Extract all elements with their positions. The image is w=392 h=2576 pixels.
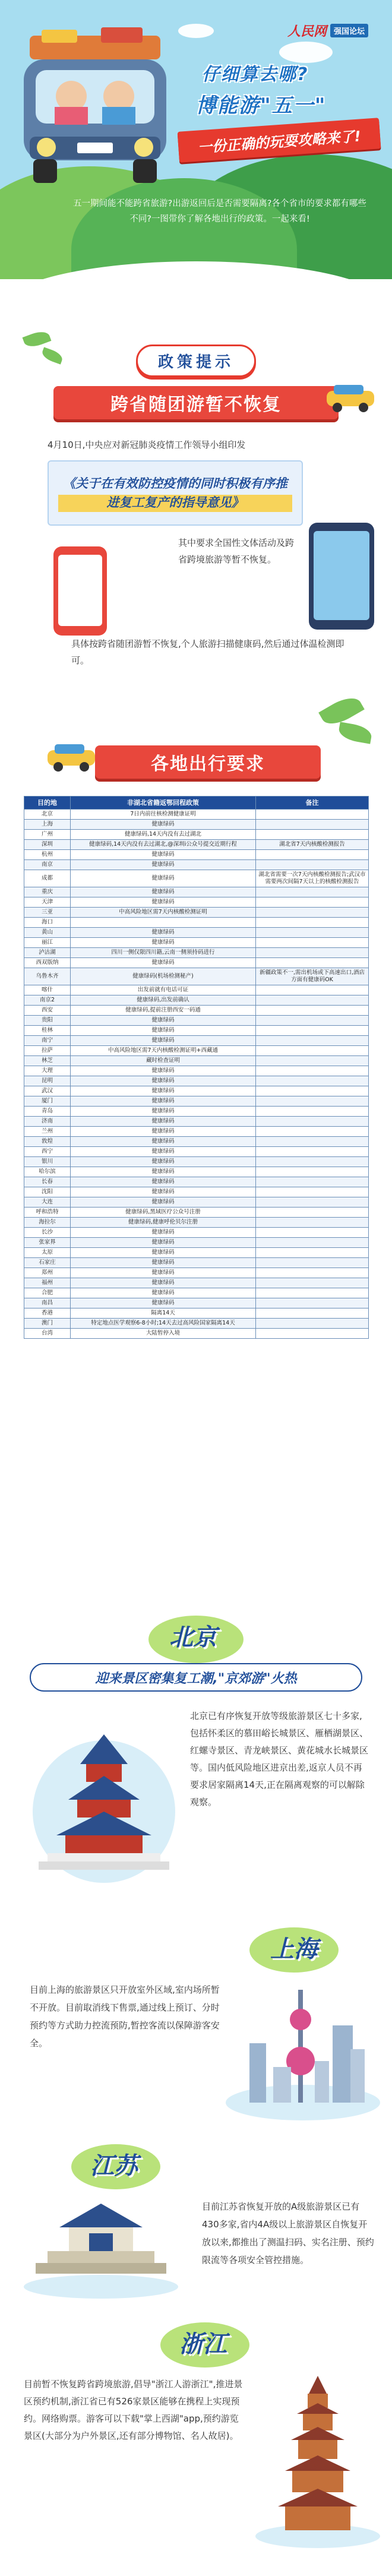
table-cell [256, 1298, 369, 1308]
table-row [24, 1056, 369, 1066]
table-cell: 健康绿码,提前注册西安一码通 [71, 1006, 256, 1016]
table-cell: 北京 [24, 810, 71, 820]
table-cell: 健康绿码 [71, 1258, 256, 1268]
table-cell [256, 1288, 369, 1298]
table-cell: 健康绿码 [71, 1147, 256, 1157]
table-row [24, 1238, 369, 1248]
table-row [24, 897, 369, 908]
table-cell [256, 1006, 369, 1016]
table-cell [256, 820, 369, 830]
table-cell [256, 1319, 369, 1329]
table-cell: 南京 [24, 860, 71, 870]
table-row [24, 1248, 369, 1258]
table-cell [256, 830, 369, 840]
policy-doc-title: 《关于在有效防控疫情的同时积极有序推进复工复产的指导意见》 [58, 474, 292, 512]
logo-tag: 强国论坛 [330, 24, 368, 37]
zhejiang-text: 目前暂不恢复跨省跨境旅游,倡导"浙江人游浙江",推进景区预约机制,浙江省已有526家景区能够在携程上实现预约。网络购票。游客可以下载"掌上西湖"app,预约游览景区(大部分为户外景区,还有部分博物馆、名人故居)。 [24, 2379, 243, 2441]
travel-car-illustration [12, 24, 178, 202]
table-cell: 南昌 [24, 1298, 71, 1308]
zhejiang-label: 浙江 [179, 2330, 227, 2358]
table-header-row [24, 796, 369, 810]
table-cell: 喀什 [24, 985, 71, 995]
table-cell [256, 928, 369, 938]
table-row [24, 1096, 369, 1107]
table-cell: 泸沽湖 [24, 948, 71, 958]
table-cell [256, 918, 369, 928]
table-row [24, 918, 369, 928]
table-cell: 7日内前往核检测健康证明 [71, 810, 256, 820]
table-cell [256, 1117, 369, 1127]
travel-requirements-table [24, 796, 368, 1339]
table-cell: 健康绿码 [71, 928, 256, 938]
policy-doc-note: 其中要求全国性文体活动及跨省跨境旅游等暂不恢复。 [178, 538, 295, 565]
table-cell: 银川 [24, 1157, 71, 1167]
table-cell: 健康绿码 [71, 1096, 256, 1107]
table-cell: 健康绿码 [71, 1076, 256, 1086]
table-row [24, 810, 369, 820]
table-row [24, 1208, 369, 1218]
table-cell [256, 1167, 369, 1177]
shanghai-label: 上海 [270, 1935, 318, 1963]
table-cell: 隔离14天 [71, 1308, 256, 1319]
table-cell [256, 850, 369, 860]
table-row [24, 1006, 369, 1016]
leifeng-pagoda-illustration [255, 2370, 380, 2548]
table-row [24, 1197, 369, 1208]
logo-text: 人民网 [287, 24, 327, 39]
policy-badge [119, 344, 273, 377]
table-cell [256, 1076, 369, 1086]
hero-ribbon: 一份正确的玩耍攻略来了! [178, 118, 381, 163]
table-cell: 南宁 [24, 1036, 71, 1046]
table-row [24, 995, 369, 1006]
table-cell: 台湾 [24, 1329, 71, 1339]
table-cell [256, 1066, 369, 1076]
table-cell: 张家界 [24, 1238, 71, 1248]
table-row [24, 860, 369, 870]
policy-banner: 跨省随团游暂不恢复 [53, 386, 339, 419]
table-row [24, 1016, 369, 1026]
table-cell: 杭州 [24, 850, 71, 860]
table-cell: 健康绿码 [71, 1278, 256, 1288]
table-row [24, 1147, 369, 1157]
table-row [24, 1137, 369, 1147]
table-cell [256, 1086, 369, 1096]
table-cell [256, 1056, 369, 1066]
table-cell [256, 1329, 369, 1339]
table-cell: 西安 [24, 1006, 71, 1016]
table-cell: 四川一侧仅限四川籍,云南一侧须持码进行 [71, 948, 256, 958]
table-cell: 健康绿码 [71, 850, 256, 860]
jiangsu-building-illustration [24, 2192, 178, 2299]
table-cell [256, 1228, 369, 1238]
table-row [24, 1308, 369, 1319]
hero-title-line2: 博能游"五一" [196, 94, 327, 118]
table-row [24, 820, 369, 830]
table-cell: 武汉 [24, 1086, 71, 1096]
policy-badge-text: 政策提示 [136, 344, 256, 377]
table-row [24, 1076, 369, 1086]
table-cell [256, 1308, 369, 1319]
table-cell: 大陆暂停入境 [71, 1329, 256, 1339]
table-cell: 健康绿码 [71, 1086, 256, 1096]
table-row [24, 938, 369, 948]
table-row [24, 850, 369, 860]
table-cell: 昆明 [24, 1076, 71, 1086]
table-cell: 健康绿码,健康呼伦贝尔注册 [71, 1218, 256, 1228]
table-row [24, 908, 369, 918]
table-row [24, 1187, 369, 1197]
table-cell: 济南 [24, 1117, 71, 1127]
table-cell: 健康绿码 [71, 1016, 256, 1026]
jiangsu-label: 江苏 [90, 2152, 138, 2180]
table-row [24, 840, 369, 850]
phone-illustration [53, 546, 107, 636]
table-body [24, 810, 369, 1339]
phone-illustration [309, 523, 374, 630]
table-row [24, 1107, 369, 1117]
table-cell: 石家庄 [24, 1258, 71, 1268]
table-cell: 健康绿码 [71, 1248, 256, 1258]
table-cell: 上海 [24, 820, 71, 830]
table-cell [256, 995, 369, 1006]
table-row [24, 1278, 369, 1288]
table-header-cell: 备注 [256, 796, 369, 810]
table-row [24, 1167, 369, 1177]
table-cell [256, 1036, 369, 1046]
table-cell: 健康绿码 [71, 938, 256, 948]
table-cell: 黄山 [24, 928, 71, 938]
phone-screen [58, 555, 102, 626]
temple-of-heaven-illustration [30, 1711, 178, 1889]
table-cell: 健康绿码 [71, 820, 256, 830]
table-cell: 健康绿码 [71, 887, 256, 897]
requirements-banner: 各地出行要求 [95, 745, 321, 779]
table-cell [256, 1187, 369, 1197]
table-cell: 广州 [24, 830, 71, 840]
table-cell: 健康绿码 [71, 860, 256, 870]
table-cell: 乌鲁木齐 [24, 968, 71, 985]
table-cell: 藏时检查证明 [71, 1056, 256, 1066]
table-row [24, 968, 369, 985]
leaf-decoration [23, 328, 52, 350]
shanghai-skyline-illustration [226, 1972, 380, 2120]
table-cell: 福州 [24, 1278, 71, 1288]
table-cell: 海拉尔 [24, 1218, 71, 1228]
table-cell: 长春 [24, 1177, 71, 1187]
table-cell [256, 1208, 369, 1218]
table-cell: 健康绿码 [71, 1127, 256, 1137]
table-row [24, 1066, 369, 1076]
table-cell: 健康绿码 [71, 1268, 256, 1278]
table-cell: 长沙 [24, 1228, 71, 1238]
table-row [24, 830, 369, 840]
table-cell: 健康绿码,出发前确认 [71, 995, 256, 1006]
hero-section [0, 0, 392, 279]
table-cell [256, 1238, 369, 1248]
table-cell: 郑州 [24, 1268, 71, 1278]
table-cell: 厦门 [24, 1096, 71, 1107]
table-cell [256, 1096, 369, 1107]
table-cell: 中高风险地区需7天内核酸检测证明 [71, 908, 256, 918]
table-cell: 拉萨 [24, 1046, 71, 1056]
table-cell: 出发前就有电话可证 [71, 985, 256, 995]
table-cell [256, 1137, 369, 1147]
table-cell: 西双版纳 [24, 958, 71, 968]
table-cell: 澳门 [24, 1319, 71, 1329]
jiangsu-text: 目前江苏省恢复开放的A级旅游景区已有430多家,省内4A级以上旅游景区自恢复开放以来,都推出了测温扫码、实名注册、预约限流等各项安全管控措施。 [202, 2201, 374, 2265]
table-cell [256, 1177, 369, 1187]
table-cell: 林芝 [24, 1056, 71, 1066]
table-row [24, 1228, 369, 1238]
table-cell: 青岛 [24, 1107, 71, 1117]
table-cell [256, 1107, 369, 1117]
table-cell: 重庆 [24, 887, 71, 897]
table-row [24, 1298, 369, 1308]
table-row [24, 1268, 369, 1278]
table-cell: 健康绿码,14天内没有去过湖北,@深圳i公众号提交近期行程 [71, 840, 256, 850]
table-cell [256, 860, 369, 870]
table-cell: 海口 [24, 918, 71, 928]
table-cell [256, 1147, 369, 1157]
table-row [24, 887, 369, 897]
table-cell [256, 1046, 369, 1056]
table-row [24, 958, 369, 968]
table-row [24, 1288, 369, 1298]
table-cell: 大理 [24, 1066, 71, 1076]
table-row [24, 985, 369, 995]
table-row [24, 1177, 369, 1187]
table-cell: 健康绿码 [71, 870, 256, 887]
table-cell: 南京2 [24, 995, 71, 1006]
table-row [24, 1117, 369, 1127]
table-row [24, 870, 369, 887]
table-cell: 健康绿码 [71, 1228, 256, 1238]
table-row [24, 1258, 369, 1268]
table-row [24, 1127, 369, 1137]
table-cell: 健康绿码(机场检测秘产) [71, 968, 256, 985]
table-cell [256, 948, 369, 958]
table-cell: 新疆政策不一,需出机场或下高速出口,酒店方面有健康码OK [256, 968, 369, 985]
table-cell: 深圳 [24, 840, 71, 850]
table-cell: 湖北省需要一次7天内核酸检测报告;武汉市需要两次间隔7天以上的核酸检测报告 [256, 870, 369, 887]
table-cell: 成都 [24, 870, 71, 887]
table-cell [256, 908, 369, 918]
table-cell [256, 1218, 369, 1228]
policy-tips: 具体按跨省随团游暂不恢复,个人旅游扫描健康码,然后通过体温检测即可。 [71, 639, 344, 666]
table-cell [71, 918, 256, 928]
table-cell [256, 1197, 369, 1208]
beijing-label: 北京 [169, 1623, 217, 1651]
table-cell: 西宁 [24, 1147, 71, 1157]
table-cell: 健康绿码 [71, 1026, 256, 1036]
table-cell: 健康绿码 [71, 897, 256, 908]
table-cell: 健康绿码 [71, 1177, 256, 1187]
table-cell [256, 897, 369, 908]
table-row [24, 1157, 369, 1167]
cloud-shape [178, 24, 214, 38]
table-cell: 桂林 [24, 1026, 71, 1036]
mini-car-icon [42, 739, 101, 775]
table-cell: 湖北省7天内核酸检测报告 [256, 840, 369, 850]
policy-date-line: 4月10日,中央应对新冠肺炎疫情工作领导小组印发 [48, 440, 246, 450]
table-cell: 健康绿码 [71, 958, 256, 968]
hero-intro: 五一期间能不能跨省旅游?出游返回后是否需要隔离?各个省市的要求都有哪些不同?一图带你了解各地出行的政策。一起来看! [73, 199, 366, 224]
table-cell: 三亚 [24, 908, 71, 918]
table-cell: 健康绿码 [71, 1167, 256, 1177]
table-cell: 健康绿码 [71, 1107, 256, 1117]
table-header-cell: 非湖北省籍返鄂回程政策 [71, 796, 256, 810]
table-cell: 呼和浩特 [24, 1208, 71, 1218]
table-header-cell: 目的地 [24, 796, 71, 810]
table-cell [256, 1278, 369, 1288]
table-cell: 香港 [24, 1308, 71, 1319]
table-cell [256, 958, 369, 968]
table-row [24, 1046, 369, 1056]
beijing-text: 北京已有序恢复开放等级旅游景区七十多家,包括怀柔区的慕田峪长城景区、雁栖湖景区、红螺寺景区、青龙峡景区、黄花城水长城景区等。国内低风险地区进京出差,返京人员不再要求居家隔离14天,正在隔离观察的可以解除观察。 [190, 1711, 369, 1807]
table-cell: 健康绿码 [71, 1157, 256, 1167]
hero-title-line1: 仔细算去哪? [202, 64, 309, 85]
table-row [24, 928, 369, 938]
table-cell: 兰州 [24, 1127, 71, 1137]
mini-car-icon [321, 380, 380, 416]
table-row [24, 1036, 369, 1046]
table-cell [256, 1258, 369, 1268]
table-cell: 敦煌 [24, 1137, 71, 1147]
shanghai-text: 目前上海的旅游景区只开放室外区域,室内场所暂不开放。目前取消线下售票,通过线上预订、分时预约等方式助力控流预防,暂控客流以保障游客安全。 [30, 1984, 220, 2049]
table-row [24, 1026, 369, 1036]
table-cell [256, 1026, 369, 1036]
table-cell [256, 887, 369, 897]
table-cell: 太原 [24, 1248, 71, 1258]
beijing-subtitle: 迎来景区密集复工潮,"京郊游"火热 [30, 1663, 362, 1692]
table-cell [256, 1127, 369, 1137]
table-cell: 健康绿码 [71, 1298, 256, 1308]
table-cell: 健康绿码 [71, 1137, 256, 1147]
leaf-decoration [40, 347, 64, 364]
leaf-decoration [337, 722, 373, 744]
table-cell: 合肥 [24, 1288, 71, 1298]
table-cell: 健康绿码 [71, 1238, 256, 1248]
table-cell [256, 938, 369, 948]
table-cell: 天津 [24, 897, 71, 908]
table-row [24, 948, 369, 958]
table-cell: 健康绿码 [71, 1117, 256, 1127]
table-cell: 丽江 [24, 938, 71, 948]
table-cell [256, 810, 369, 820]
policy-doc-card [48, 460, 303, 526]
table-cell: 哈尔滨 [24, 1167, 71, 1177]
table-row [24, 1329, 369, 1339]
table-cell: 健康绿码,14天内没有去过湖北 [71, 830, 256, 840]
phone-screen [314, 531, 369, 620]
table-cell [256, 1016, 369, 1026]
table-row [24, 1218, 369, 1228]
table-cell [256, 1268, 369, 1278]
table-cell [256, 1157, 369, 1167]
table-cell: 特定地点医学观察6-8小时;14天去过高风险国家隔离14天 [71, 1319, 256, 1329]
table-cell [256, 1248, 369, 1258]
table-cell: 中高风险地区需7天内核酸检测证明+西藏通 [71, 1046, 256, 1056]
table-cell: 健康绿码 [71, 1197, 256, 1208]
table-cell: 大连 [24, 1197, 71, 1208]
table-row [24, 1319, 369, 1329]
table-cell [256, 985, 369, 995]
table-cell: 健康绿码 [71, 1187, 256, 1197]
table-row [24, 1086, 369, 1096]
table-cell: 沈阳 [24, 1187, 71, 1197]
table-cell: 健康绿码,黑域医疗公众号注册 [71, 1208, 256, 1218]
table-cell: 贵阳 [24, 1016, 71, 1026]
table-cell: 健康绿码 [71, 1036, 256, 1046]
table-cell: 健康绿码 [71, 1066, 256, 1076]
brand-logo [287, 21, 368, 40]
table-cell: 健康绿码 [71, 1288, 256, 1298]
